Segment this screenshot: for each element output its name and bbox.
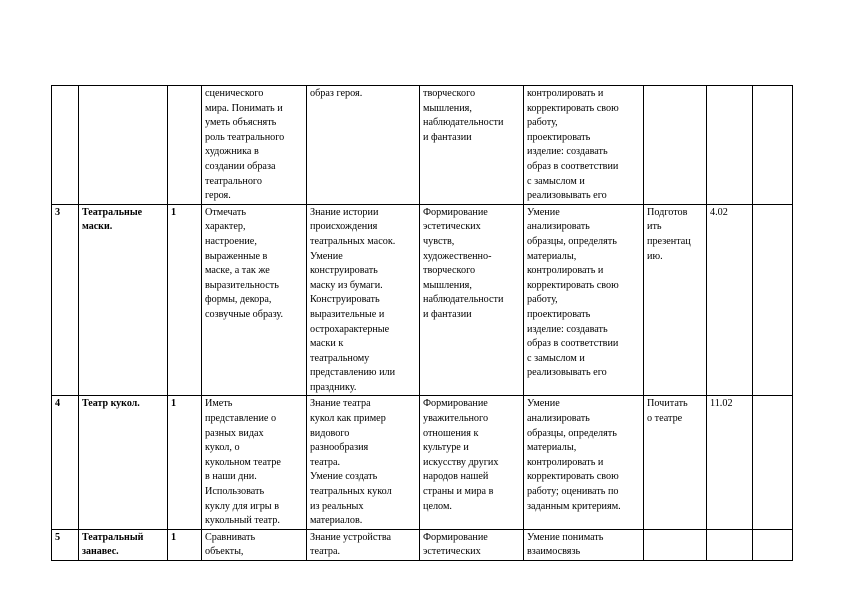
row-number-cell: [52, 86, 79, 205]
meta-results-cell: Умение понимать взаимосвязь: [524, 529, 644, 560]
date-cell: 4.02: [707, 204, 753, 396]
hours-cell: [168, 86, 202, 205]
table-row: [52, 204, 793, 396]
table-row: [52, 86, 793, 205]
personal-results-cell: Формирование эстетических: [420, 529, 524, 560]
date-cell: 11.02: [707, 396, 753, 529]
meta-results-cell: Умение анализировать образцы, определять материалы, контролировать и корректировать свою работу; оценивать по заданным критериям.: [524, 396, 644, 529]
topic-cell: Театральные маски.: [79, 204, 168, 396]
homework-cell: [644, 529, 707, 560]
hours-cell: 1: [168, 396, 202, 529]
activity-cell: Отмечать характер, настроение, выраженные в маске, а так же выразительность формы, декора, созвучные образу.: [202, 204, 307, 396]
subject-results-cell: Знание истории происхождения театральных масок. Умение конструировать маску из бумаги. Конструировать выразительные и острохарактерные маски к театральному представлению или празднику.: [307, 204, 420, 396]
subject-results-cell: образ героя.: [307, 86, 420, 205]
homework-cell: Подготов ить презентац ию.: [644, 204, 707, 396]
personal-results-cell: Формирование эстетических чувств, художественно- творческого мышления, наблюдательности и фантазии: [420, 204, 524, 396]
topic-cell: Театральный занавес.: [79, 529, 168, 560]
date-cell: [707, 86, 753, 205]
activity-cell: сценического мира. Понимать и уметь объяснять роль театрального художника в создании образа театрального героя.: [202, 86, 307, 205]
topic-cell: Театр кукол.: [79, 396, 168, 529]
hours-cell: 1: [168, 204, 202, 396]
extra-cell: [753, 396, 793, 529]
homework-cell: Почитать о театре: [644, 396, 707, 529]
personal-results-cell: творческого мышления, наблюдательности и фантазии: [420, 86, 524, 205]
row-number-cell: 3: [52, 204, 79, 396]
extra-cell: [753, 529, 793, 560]
activity-cell: Сравнивать объекты,: [202, 529, 307, 560]
table-row: [52, 396, 793, 529]
activity-cell: Иметь представление о разных видах кукол, о кукольном театре в наши дни. Использовать куклу для игры в кукольный театр.: [202, 396, 307, 529]
meta-results-cell: Умение анализировать образцы, определять материалы, контролировать и корректировать свою работу, проектировать изделие: создавать образ в соответствии с замыслом и реализовывать его: [524, 204, 644, 396]
homework-cell: [644, 86, 707, 205]
lesson-plan-table: [51, 85, 793, 561]
row-number-cell: 5: [52, 529, 79, 560]
personal-results-cell: Формирование уважительного отношения к культуре и искусству других народов нашей страны и мира в целом.: [420, 396, 524, 529]
subject-results-cell: Знание театра кукол как пример видового разнообразия театра. Умение создать театральных кукол из реальных материалов.: [307, 396, 420, 529]
hours-cell: 1: [168, 529, 202, 560]
date-cell: [707, 529, 753, 560]
table-row: [52, 529, 793, 560]
subject-results-cell: Знание устройства театра.: [307, 529, 420, 560]
topic-cell: [79, 86, 168, 205]
meta-results-cell: контролировать и корректировать свою работу, проектировать изделие: создавать образ в соответствии с замыслом и реализовывать его: [524, 86, 644, 205]
extra-cell: [753, 86, 793, 205]
extra-cell: [753, 204, 793, 396]
row-number-cell: 4: [52, 396, 79, 529]
